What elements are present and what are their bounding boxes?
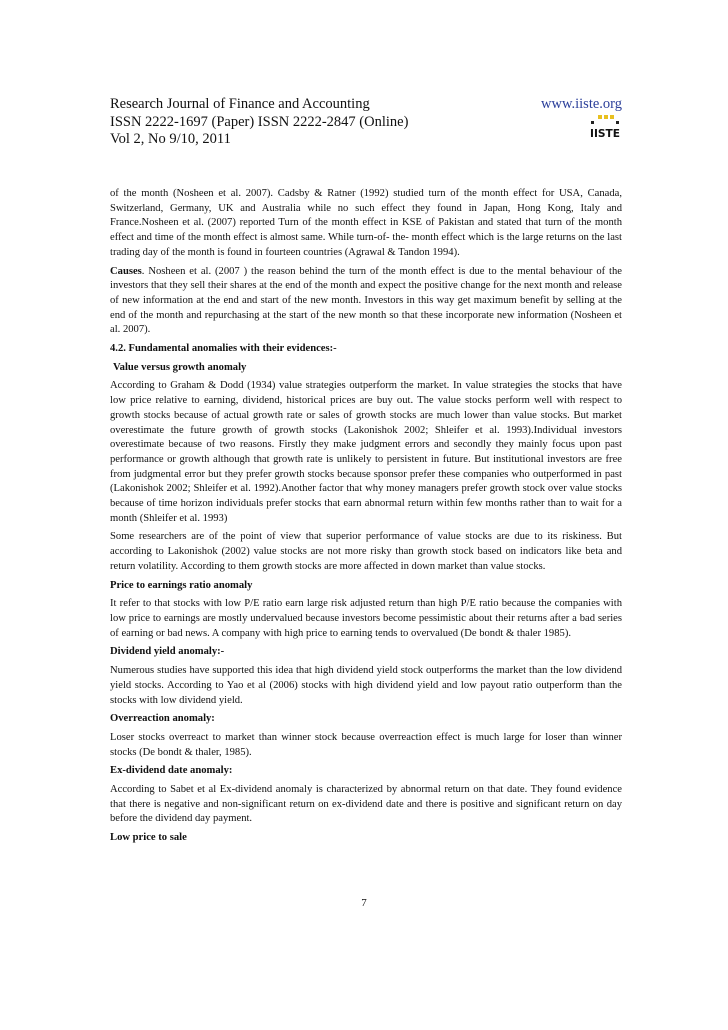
section-heading-fundamental: 4.2. Fundamental anomalies with their evidences:- xyxy=(110,343,337,355)
paragraph-turn-of-month: of the month (Nosheen et al. 2007). Cadsby & Ratner (1992) studied turn of the month effect for USA, Canada, Switzerland, Germany, UK and Australia while no such effect they found in Japan, Hong Kong, Italy and France.Nosheen et al. (2007) reported Turn of the month effect in KSE of Pakistan and stated that turn of the month effect and time of the month effect is almost same. While turn-of- the- month effect which is the large returns on the last trading day of the month is found in fourteen countries (Agrawal & Tandon 1994). xyxy=(110,188,622,258)
subheading-overreaction: Overreaction anomaly: xyxy=(110,713,215,725)
article-body xyxy=(110,187,622,850)
subheading-pe-ratio: Price to earnings ratio anomaly xyxy=(110,579,253,591)
paragraph-dividend-yield: Numerous studies have supported this idea that high dividend yield stock outperforms the market than the low dividend yield stocks. According to Yao et al (2006) stocks with high dividend yield and low payout ratio outperform than the stocks with low dividend yield. xyxy=(110,665,622,706)
paragraph-value-growth-2: Some researchers are of the point of view that superior performance of value stocks are due to its riskiness. But according to Lakonishok (2002) value stocks are not more risky than growth stock based on indicators like beta and return volatility. According to them growth stocks are more affected in down market than value stocks. xyxy=(110,531,622,572)
subheading-dividend-yield: Dividend yield anomaly:- xyxy=(110,646,225,658)
causes-label: Causes xyxy=(110,265,142,277)
paragraph-pe-ratio: It refer to that stocks with low P/E ratio earn large risk adjusted return than high P/E ratio because the companies with low price to earnings are mostly undervalued because investors become pessimistic about their returns after a bad series of earning or bad news. A company with high price to earning tends to overvalued (De bondt & thaler 1985). xyxy=(110,598,622,639)
subheading-value-growth: Value versus growth anomaly xyxy=(113,361,247,373)
volume-line: Vol 2, No 9/10, 2011 xyxy=(110,131,231,147)
paragraph-overreaction: Loser stocks overreact to market than winner stock because overreaction effect is much large for loser than winner stocks (De bondt & thaler, 1985). xyxy=(110,731,622,758)
logo-text: IISTE xyxy=(590,127,620,139)
issn-line: ISSN 2222-1697 (Paper) ISSN 2222-2847 (Online) xyxy=(110,113,409,130)
journal-url-link[interactable]: www.iiste.org xyxy=(541,96,622,112)
journal-title: Research Journal of Finance and Accounting xyxy=(110,96,370,112)
paragraph-value-growth-1: According to Graham & Dodd (1934) value strategies outperform the market. In value strategies the stocks that have low price relative to earning, dividend, historical prices are buy out. The value stocks perform well with respect to growth stocks because of actual growth rate or sales of growth stocks are much lower than value stocks. But market overestimate the future growth of growth stocks (Lakonishok 2002; Shleifer et al. 1993).Individual investors overestimate because of two reasons. Firstly they make judgment errors and secondly they mainly focus upon past performance or growth although that growth rate is unlikely to persistent in future. But institutional investors are free from judgmental error but they prefer growth stocks because sponsor prefer these companies who outperformed in past (Lakonishok 2002; Shleifer et al. 1992).Another factor that why money managers prefer growth stock over value stocks because of time horizon individuals prefer stocks that earn abnormal return within few months rather than to wait for a month (Shleifer et al. 1993) xyxy=(110,380,622,524)
paragraph-causes xyxy=(110,265,622,339)
paragraph-ex-dividend: According to Sabet et al Ex-dividend anomaly is characterized by abnormal return on that date. They found evidence that there is negative and non-significant return on ex-dividend date and there is positive and significant return on day before the dividend day payment. xyxy=(110,784,622,825)
journal-header xyxy=(110,96,622,149)
iiste-logo xyxy=(589,115,621,139)
causes-text: . Nosheen et al. (2007 ) the reason behind the turn of the month effect is due to the mental behaviour of the investors that they sell their shares at the end of the month and expect the positive change for the next month and release of new information at the end and start of the new month. Investors in this way get maximum benefit by selling at the end of the month and repurchasing at the start of the new month so that these incorporate new information (Nosheen et al. 2007). xyxy=(110,265,622,336)
page-number: 7 xyxy=(361,897,367,909)
subheading-low-price-to-sale: Low price to sale xyxy=(110,832,187,844)
subheading-ex-dividend: Ex-dividend date anomaly: xyxy=(110,765,233,777)
